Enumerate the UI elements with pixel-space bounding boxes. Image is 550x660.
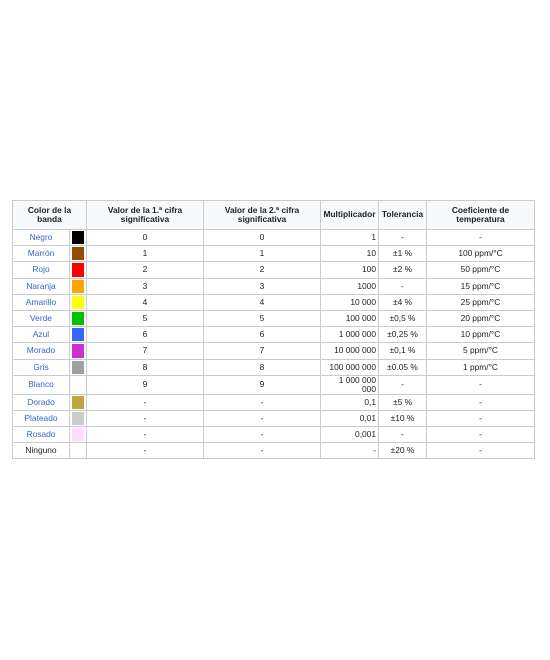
color-swatch <box>72 263 84 276</box>
digit1-cell: 7 <box>87 343 204 359</box>
tolerance-cell: - <box>379 230 427 246</box>
multiplier-cell: 100 <box>321 262 379 278</box>
multiplier-cell: - <box>321 443 379 459</box>
multiplier-cell: 100 000 <box>321 310 379 326</box>
temp-coeff-cell: - <box>427 394 535 410</box>
color-swatch-cell <box>70 230 87 246</box>
table-row <box>13 246 535 262</box>
temp-coeff-cell: 100 ppm/°C <box>427 246 535 262</box>
color-swatch-cell <box>70 443 87 459</box>
digit2-cell: 8 <box>204 359 321 375</box>
temp-coeff-cell: 15 ppm/°C <box>427 278 535 294</box>
color-swatch <box>72 444 84 457</box>
digit2-cell: 3 <box>204 278 321 294</box>
color-name-link[interactable]: Gris <box>13 359 70 375</box>
color-swatch <box>72 280 84 293</box>
temp-coeff-cell: 50 ppm/°C <box>427 262 535 278</box>
tolerance-cell: - <box>379 375 427 394</box>
color-name-link[interactable]: Plateado <box>13 410 70 426</box>
tolerance-cell: ±0,5 % <box>379 310 427 326</box>
resistor-color-code-table <box>12 200 535 459</box>
digit1-cell: 6 <box>87 327 204 343</box>
color-swatch <box>72 312 84 325</box>
digit2-cell: 2 <box>204 262 321 278</box>
color-swatch-cell <box>70 310 87 326</box>
temp-coeff-cell: - <box>427 410 535 426</box>
color-swatch-cell <box>70 278 87 294</box>
color-name-link[interactable]: Rosado <box>13 427 70 443</box>
table-header-row <box>13 201 535 230</box>
color-swatch <box>72 296 84 309</box>
tolerance-cell: ±5 % <box>379 394 427 410</box>
multiplier-cell: 0,001 <box>321 427 379 443</box>
color-swatch-cell <box>70 343 87 359</box>
color-swatch-cell <box>70 359 87 375</box>
table-row <box>13 359 535 375</box>
color-name-link[interactable]: Dorado <box>13 394 70 410</box>
color-swatch-cell <box>70 327 87 343</box>
multiplier-cell: 1 000 000 000 <box>321 375 379 394</box>
color-swatch-cell <box>70 262 87 278</box>
header-color: Color de la banda <box>13 201 87 230</box>
digit2-cell: 1 <box>204 246 321 262</box>
temp-coeff-cell: - <box>427 375 535 394</box>
digit1-cell: 2 <box>87 262 204 278</box>
table-row <box>13 394 535 410</box>
color-name-link[interactable]: Negro <box>13 230 70 246</box>
digit1-cell: - <box>87 427 204 443</box>
tolerance-cell: - <box>379 278 427 294</box>
digit2-cell: - <box>204 394 321 410</box>
multiplier-cell: 1 <box>321 230 379 246</box>
digit1-cell: 9 <box>87 375 204 394</box>
header-multiplier: Multiplicador <box>321 201 379 230</box>
digit1-cell: 3 <box>87 278 204 294</box>
tolerance-cell: ±4 % <box>379 294 427 310</box>
color-swatch <box>72 247 84 260</box>
color-swatch <box>72 344 84 357</box>
color-name-link[interactable]: Marrón <box>13 246 70 262</box>
multiplier-cell: 0,01 <box>321 410 379 426</box>
tolerance-cell: ±1 % <box>379 246 427 262</box>
color-name-link[interactable]: Verde <box>13 310 70 326</box>
tolerance-cell: ±0,25 % <box>379 327 427 343</box>
table-row <box>13 327 535 343</box>
multiplier-cell: 100 000 000 <box>321 359 379 375</box>
table-row <box>13 375 535 394</box>
table-row <box>13 343 535 359</box>
multiplier-cell: 1 000 000 <box>321 327 379 343</box>
multiplier-cell: 10 000 <box>321 294 379 310</box>
temp-coeff-cell: - <box>427 427 535 443</box>
digit2-cell: - <box>204 427 321 443</box>
digit2-cell: 0 <box>204 230 321 246</box>
color-name-link[interactable]: Morado <box>13 343 70 359</box>
temp-coeff-cell: 1 ppm/°C <box>427 359 535 375</box>
multiplier-cell: 1000 <box>321 278 379 294</box>
table-row <box>13 278 535 294</box>
temp-coeff-cell: - <box>427 443 535 459</box>
digit1-cell: - <box>87 443 204 459</box>
digit1-cell: - <box>87 410 204 426</box>
temp-coeff-cell: 10 ppm/°C <box>427 327 535 343</box>
digit2-cell: 5 <box>204 310 321 326</box>
table-row <box>13 410 535 426</box>
table-row <box>13 310 535 326</box>
tolerance-cell: - <box>379 427 427 443</box>
color-swatch <box>72 328 84 341</box>
color-swatch <box>72 412 84 425</box>
table-row <box>13 443 535 459</box>
color-name-link[interactable]: Rojo <box>13 262 70 278</box>
temp-coeff-cell: - <box>427 230 535 246</box>
temp-coeff-cell: 5 ppm/°C <box>427 343 535 359</box>
digit1-cell: 4 <box>87 294 204 310</box>
digit1-cell: - <box>87 394 204 410</box>
digit1-cell: 5 <box>87 310 204 326</box>
tolerance-cell: ±2 % <box>379 262 427 278</box>
multiplier-cell: 10 000 000 <box>321 343 379 359</box>
temp-coeff-cell: 20 ppm/°C <box>427 310 535 326</box>
color-swatch-cell <box>70 375 87 394</box>
header-digit1: Valor de la 1.ª cifra significativa <box>87 201 204 230</box>
digit2-cell: 4 <box>204 294 321 310</box>
color-swatch <box>72 231 84 244</box>
digit1-cell: 1 <box>87 246 204 262</box>
color-name-link[interactable]: Blanco <box>13 375 70 394</box>
digit2-cell: - <box>204 443 321 459</box>
header-tolerance: Tolerancia <box>379 201 427 230</box>
tolerance-cell: ±10 % <box>379 410 427 426</box>
header-digit2: Valor de la 2.ª cifra significativa <box>204 201 321 230</box>
color-swatch <box>72 428 84 441</box>
color-name-link: Ninguno <box>13 443 70 459</box>
table-body <box>13 230 535 459</box>
digit1-cell: 8 <box>87 359 204 375</box>
digit2-cell: 9 <box>204 375 321 394</box>
table-row <box>13 427 535 443</box>
color-swatch-cell <box>70 394 87 410</box>
table-row <box>13 262 535 278</box>
color-swatch-cell <box>70 427 87 443</box>
tolerance-cell: ±0,1 % <box>379 343 427 359</box>
color-name-link[interactable]: Naranja <box>13 278 70 294</box>
tolerance-cell: ±20 % <box>379 443 427 459</box>
color-swatch-cell <box>70 410 87 426</box>
temp-coeff-cell: 25 ppm/°C <box>427 294 535 310</box>
digit2-cell: - <box>204 410 321 426</box>
table-row <box>13 230 535 246</box>
digit2-cell: 6 <box>204 327 321 343</box>
color-swatch <box>72 396 84 409</box>
color-swatch <box>72 361 84 374</box>
color-swatch <box>72 378 84 391</box>
table-row <box>13 294 535 310</box>
multiplier-cell: 10 <box>321 246 379 262</box>
color-swatch-cell <box>70 294 87 310</box>
color-name-link[interactable]: Azul <box>13 327 70 343</box>
tolerance-cell: ±0.05 % <box>379 359 427 375</box>
multiplier-cell: 0,1 <box>321 394 379 410</box>
header-temp-coeff: Coeficiente de temperatura <box>427 201 535 230</box>
digit2-cell: 7 <box>204 343 321 359</box>
color-name-link[interactable]: Amarillo <box>13 294 70 310</box>
color-swatch-cell <box>70 246 87 262</box>
digit1-cell: 0 <box>87 230 204 246</box>
